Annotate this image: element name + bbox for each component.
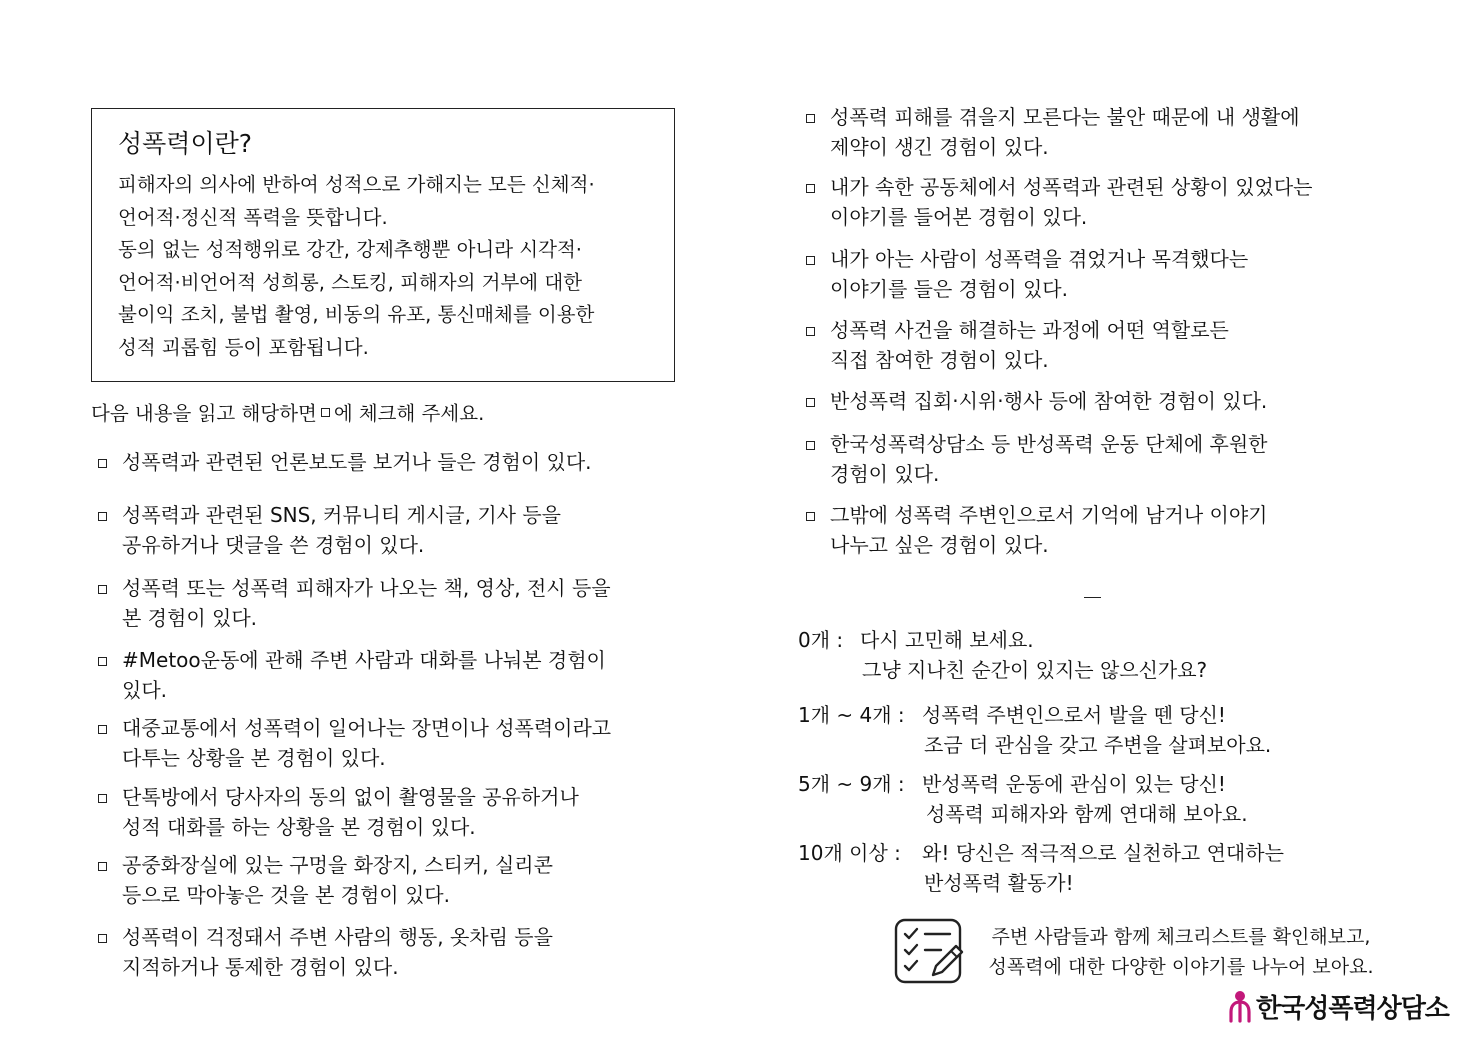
checkbox[interactable] [98,862,107,871]
item-text: 내가 속한 공동체에서 성폭력과 관련된 상황이 있었다는 [830,175,1313,199]
item-text: 성폭력이 걱정돼서 주변 사람의 행동, 옷차림 등을 [122,925,553,949]
checklist-item [806,244,1248,304]
item-text: 반성폭력 집회·시위·행사 등에 참여한 경험이 있다. [830,389,1268,413]
definition-line: 불이익 조치, 불법 촬영, 비동의 유포, 통신매체를 이용한 [118,303,595,326]
item-text: 제약이 생긴 경험이 있다. [830,135,1049,159]
section-divider [1084,597,1101,598]
item-text: 대중교통에서 성폭력이 일어나는 장면이나 성폭력이라고 [122,716,612,740]
definition-line: 피해자의 의사에 반하여 성적으로 가해지는 모든 신체적· [118,173,595,196]
checklist-item [806,500,1268,560]
score-label: 5개 ~ 9개 : [798,772,905,796]
checklist-item [806,172,1313,232]
definition-line: 동의 없는 성적행위로 강간, 강제추행뿐 아니라 시각적· [118,238,583,261]
item-text: 본 경험이 있다. [122,606,257,630]
score-label: 1개 ~ 4개 : [798,703,905,727]
item-text: 있다. [122,678,167,702]
definition-box [91,108,675,382]
checkbox[interactable] [806,256,815,265]
cta-line: 성폭력에 대한 다양한 이야기를 나누어 보아요. [988,956,1374,978]
checkbox[interactable] [98,512,107,521]
checklist-item [98,500,561,560]
item-text: 다투는 상황을 본 경험이 있다. [122,746,386,770]
item-text: 공유하거나 댓글을 쓴 경험이 있다. [122,533,425,557]
item-text: #Metoo운동에 관해 주변 사람과 대화를 나눠본 경험이 [122,648,606,672]
checklist-item [98,573,611,633]
checklist-item [806,386,1267,416]
score-text: 와! 당신은 적극적으로 실천하고 연대하는 [922,841,1284,865]
checkbox[interactable] [98,725,107,734]
checklist-item [98,922,553,982]
item-text: 지적하거나 통제한 경험이 있다. [122,955,399,979]
instruction-before: 다음 내용을 읽고 해당하면 [91,402,317,425]
definition-line: 언어적·비언어적 성희롱, 스토킹, 피해자의 거부에 대한 [118,270,583,294]
score-text: 조금 더 관심을 갖고 주변을 살펴보아요. [924,733,1272,757]
checkbox[interactable] [98,459,107,468]
checkbox[interactable] [806,114,815,123]
organization-logo [1228,988,1449,1025]
instruction-after: 에 체크해 주세요. [333,402,485,425]
score-label: 0개 : [798,628,844,652]
item-text: 직접 참여한 경험이 있다. [830,348,1049,372]
checkbox[interactable] [98,585,107,594]
item-text: 그밖에 성폭력 주변인으로서 기억에 남거나 이야기 [830,503,1268,527]
item-text: 내가 아는 사람이 성폭력을 겪었거나 목격했다는 [830,247,1249,271]
organization-name: 한국성폭력상담소 [1256,994,1449,1024]
checkbox[interactable] [98,657,107,666]
checklist-item [806,429,1268,489]
definition-title: 성폭력이란? [118,129,253,158]
item-text: 등으로 막아놓은 것을 본 경험이 있다. [122,883,450,907]
definition-line: 성적 괴롭힘 등이 포함됩니다. [118,335,369,359]
checklist-pencil-icon [893,917,965,985]
score-label: 10개 이상 : [798,841,901,865]
score-text: 성폭력 주변인으로서 발을 뗀 당신! [922,703,1226,727]
item-text: 한국성폭력상담소 등 반성폭력 운동 단체에 후원한 [830,432,1268,456]
checkbox[interactable] [806,327,815,336]
item-text: 성폭력 또는 성폭력 피해자가 나오는 책, 영상, 전시 등을 [122,576,611,600]
item-text: 이야기를 들어본 경험이 있다. [830,205,1088,229]
checklist-item [98,782,579,842]
checkbox[interactable] [806,184,815,193]
checklist-item [806,315,1229,375]
item-text: 성폭력과 관련된 언론보도를 보거나 들은 경험이 있다. [122,450,592,474]
person-logo-icon [1228,990,1252,1024]
item-text: 경험이 있다. [830,462,940,486]
checkbox[interactable] [806,441,815,450]
checklist-item [98,645,606,705]
score-text: 반성폭력 운동에 관심이 있는 당신! [922,772,1226,796]
item-text: 성폭력 피해를 겪을지 모른다는 불안 때문에 내 생활에 [830,105,1300,129]
score-text: 성폭력 피해자와 함께 연대해 보아요. [926,802,1248,826]
checkbox-sample-icon [321,408,330,417]
score-text: 그냥 지나친 순간이 있지는 않으신가요? [862,658,1208,682]
definition-body [118,169,648,364]
checkbox[interactable] [806,512,815,521]
checkbox[interactable] [98,794,107,803]
cta-line: 주변 사람들과 함께 체크리스트를 확인해보고, [991,926,1371,948]
item-text: 공중화장실에 있는 구멍을 화장지, 스티커, 실리콘 [122,853,553,877]
checklist-item [806,102,1300,162]
score-text: 다시 고민해 보세요. [860,628,1034,652]
item-text: 이야기를 들은 경험이 있다. [830,277,1068,301]
definition-line: 언어적·정신적 폭력을 뜻합니다. [118,205,388,229]
checklist-item [98,713,611,773]
cta-text [975,922,1387,982]
score-text: 반성폭력 활동가! [924,871,1074,895]
checklist-item [98,447,592,477]
checkbox[interactable] [806,398,815,407]
instruction-text [91,398,484,430]
item-text: 나누고 싶은 경험이 있다. [830,533,1049,557]
item-text: 성폭력 사건을 해결하는 과정에 어떤 역할로든 [830,318,1229,342]
item-text: 성적 대화를 하는 상황을 본 경험이 있다. [122,815,476,839]
checklist-item [98,850,553,910]
checkbox[interactable] [98,934,107,943]
item-text: 단톡방에서 당사자의 동의 없이 촬영물을 공유하거나 [122,785,579,809]
item-text: 성폭력과 관련된 SNS, 커뮤니티 게시글, 기사 등을 [122,503,561,527]
